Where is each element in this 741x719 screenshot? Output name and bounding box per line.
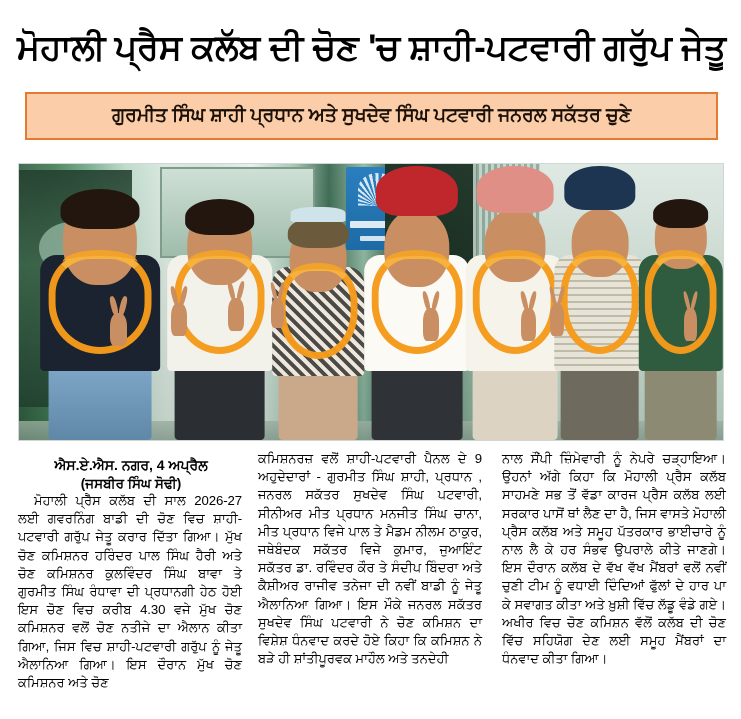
person-7 xyxy=(639,186,723,440)
body-column-1 xyxy=(18,448,242,692)
victory-hand-icon xyxy=(110,313,128,346)
victory-hand-icon xyxy=(521,308,536,341)
page-headline: ਮੋਹਾਲੀ ਪ੍ਰੈਸ ਕਲੱਬ ਦੀ ਚੋਣ 'ਚ ਸ਼ਾਹੀ-ਪਟਵਾਰੀ ਗਰੁੱਪ ਜੇਤੂ xyxy=(17,27,726,67)
turban-navy xyxy=(564,166,635,210)
victory-hand-icon xyxy=(228,298,244,331)
subheadline-banner xyxy=(25,92,718,140)
subheadline-text: ਗੁਰਮੀਤ ਸਿੰਘ ਸ਼ਾਹੀ ਪ੍ਰਧਾਨ ਅਤੇ ਸੁਖਦੇਵ ਸਿੰਘ ਪਟਵਾਰੀ ਜਨਰਲ ਸਕੱਤਰ ਚੁਣੇ xyxy=(112,105,631,126)
turban-pink xyxy=(477,166,554,213)
dateline: ਐਸ.ਏ.ਐਸ. ਨਗਰ, 4 ਅਪ੍ਰੈਲ xyxy=(54,457,208,473)
sunglasses-icon xyxy=(291,207,346,222)
victory-hand-icon xyxy=(271,298,285,329)
article-body xyxy=(18,448,724,716)
body-text-2: ਕਮਿਸ਼ਨਰਜ਼ ਵਲੋਂ ਸ਼ਾਹੀ-ਪਟਵਾਰੀ ਪੈਨਲ ਦੇ 9 ਅਹੁਦੇਦਾਰਾਂ - ਗੁਰਮੀਤ ਸਿੰਘ ਸ਼ਾਹੀ, ਪ੍ਰਧਾਨ , ਜਨਰਲ ਸਕੱਤਰ ਸੁਖਦੇਵ ਸਿੰਘ ਪਟਵਾਰੀ, ਸੀਨੀਅਰ ਮੀਤ ਪ੍ਰਧਾਨ ਮਨਜੀਤ ਸਿੰਘ ਚਾਨਾ, ਮੀਤ ਪ੍ਰਧਾਨ ਵਿਜੇ ਪਾਲ ਤੇ ਮੈਡਮ ਨੀਲਮ ਠਾਕੁਰ, ਜਥੇਬੰਦਕ ਸਕੱਤਰ ਵਿਜੇ ਕੁਮਾਰ, ਜੁਆਇੰਟ ਸਕੱਤਰ ਡਾ. ਰਵਿੰਦਰ ਕੌਰ ਤੇ ਸੰਦੀਪ ਬਿੰਦਰਾ ਅਤੇ ਕੈਸ਼ੀਅਰ ਰਾਜੀਵ ਤਨੇਜਾ ਦੀ ਨਵੀਂ ਬਾਡੀ ਨੂੰ ਜੇਤੂ ਐਲਾਨਿਆ ਗਿਆ। ਇਸ ਮੌਕੇ ਜਨਰਲ ਸਕੱਤਰ ਸੁਖਦੇਵ ਸਿੰਘ ਪਟਵਾਰੀ ਨੇ ਚੋਣ ਕਮਿਸ਼ਨ ਦਾ ਵਿਸ਼ੇਸ਼ ਧੰਨਵਾਦ ਕਰਦੇ ਹੋਏ ਕਿਹਾ ਕਿ ਕਮਿਸ਼ਨ ਨੇ ਬੜੇ ਹੀ ਸ਼ਾਂਤੀਪੂਰਵਕ ਮਾਹੌਲ ਅਤੇ ਤਨਦੇਹੀ xyxy=(258,451,482,667)
victory-hand-icon xyxy=(684,308,697,341)
people-group xyxy=(19,164,723,440)
victory-hand-icon xyxy=(171,303,187,336)
person-3 xyxy=(272,203,364,440)
body-text-3: ਨਾਲ ਸੌਂਪੀ ਜ਼ਿੰਮੇਵਾਰੀ ਨੂੰ ਨੇਪਰੇ ਚੜ੍ਹਾਇਆ। ਉਹਨਾਂ ਅੱਗੇ ਕਿਹਾ ਕਿ ਮੋਹਾਲੀ ਪ੍ਰੈਸ ਕਲੱਬ ਸਾਹਮਣੇ ਸਭ ਤੋਂ ਵੱਡਾ ਕਾਰਜ ਪ੍ਰੈਸ ਕਲੱਬ ਲਈ ਸਰਕਾਰ ਪਾਸੋਂ ਥਾਂ ਲੈਣ ਦਾ ਹੈ, ਜਿਸ ਵਾਸਤੇ ਮੋਹਾਲੀ ਪ੍ਰੈਸ ਕਲੱਬ ਅਤੇ ਸਮੂਹ ਪੱਤਰਕਾਰ ਭਾਈਚਾਰੇ ਨੂੰ ਨਾਲ ਲੈ ਕੇ ਹਰ ਸੰਭਵ ਉਪਰਾਲੇ ਕੀਤੇ ਜਾਣਗੇ। ਇਸ ਦੌਰਾਨ ਕਲੱਬ ਦੇ ਵੱਖ ਵੱਖ ਮੈਂਬਰਾਂ ਵਲੋਂ ਨਵੀਂ ਚੁਣੀ ਟੀਮ ਨੂੰ ਵਧਾਈ ਦਿੰਦਿਆਂ ਫੁੱਲਾਂ ਦੇ ਹਾਰ ਪਾ ਕੇ ਸਵਾਗਤ ਕੀਤਾ ਅਤੇ ਖ਼ੁਸ਼ੀ ਵਿੱਚ ਲੱਡੂ ਵੰਡੇ ਗਏ। ਅਖੀਰ ਵਿਚ ਚੋਣ ਕਮਿਸ਼ਨ ਵੱਲੋਂ ਕਲੱਬ ਦੀ ਚੋਣ ਵਿੱਚ ਸਹਿਯੋਗ ਦੇਣ ਲਈ ਸਮੂਹ ਮੈਂਬਰਾਂ ਦਾ ਧੰਨਵਾਦ ਕੀਤਾ ਗਿਆ। xyxy=(502,451,726,667)
victory-hand-icon xyxy=(423,308,439,341)
byline: (ਜਸਬੀਰ ਸਿੰਘ ਸੋਢੀ) xyxy=(80,476,182,491)
turban-red xyxy=(376,166,458,217)
victory-hand-icon xyxy=(550,303,564,336)
body-column-3 xyxy=(502,448,726,668)
group-photo xyxy=(18,163,724,441)
person-2 xyxy=(167,186,273,440)
person-6 xyxy=(554,186,646,440)
body-text-1: ਮੋਹਾਲੀ ਪ੍ਰੈੱਸ ਕਲੱਬ ਦੀ ਸਾਲ 2026-27 ਲਈ ਗਵਰਨਿੰਗ ਬਾਡੀ ਦੀ ਚੋਣ ਵਿਚ ਸ਼ਾਹੀ-ਪਟਵਾਰੀ ਗਰੁੱਪ ਜੇਤੂ ਕਰਾਰ ਦਿੱਤਾ ਗਿਆ। ਮੁੱਖ ਚੋਣ ਕਮਿਸ਼ਨਰ ਹਰਿੰਦਰ ਪਾਲ ਸਿੰਘ ਹੈਰੀ ਅਤੇ ਚੋਣ ਕਮਿਸ਼ਨਰ ਕੁਲਵਿੰਦਰ ਸਿੰਘ ਬਾਵਾ ਤੇ ਗੁਰਮੀਤ ਸਿੰਘ ਰੰਧਾਵਾ ਦੀ ਪ੍ਰਧਾਨਗੀ ਹੇਠ ਹੋਈ ਇਸ ਚੋਣ ਵਿਚ ਕਰੀਬ 4.30 ਵਜੇ ਮੁੱਖ ਚੋਣ ਕਮਿਸ਼ਨਰ ਵਲੋਂ ਚੋਣ ਨਤੀਜੇ ਦਾ ਐਲਾਨ ਕੀਤਾ ਗਿਆ, ਜਿਸ ਵਿਚ ਸ਼ਾਹੀ-ਪਟਵਾਰੀ ਗਰੁੱਪ ਨੂੰ ਜੇਤੂ ਐਲਾਨਿਆ ਗਿਆ। ਇਸ ਦੌਰਾਨ ਮੁੱਖ ਚੋਣ ਕਮਿਸ਼ਨਰ ਅਤੇ ਚੋਣ xyxy=(18,493,242,691)
person-4 xyxy=(364,186,470,440)
person-1 xyxy=(40,186,160,440)
body-column-2 xyxy=(258,448,482,668)
